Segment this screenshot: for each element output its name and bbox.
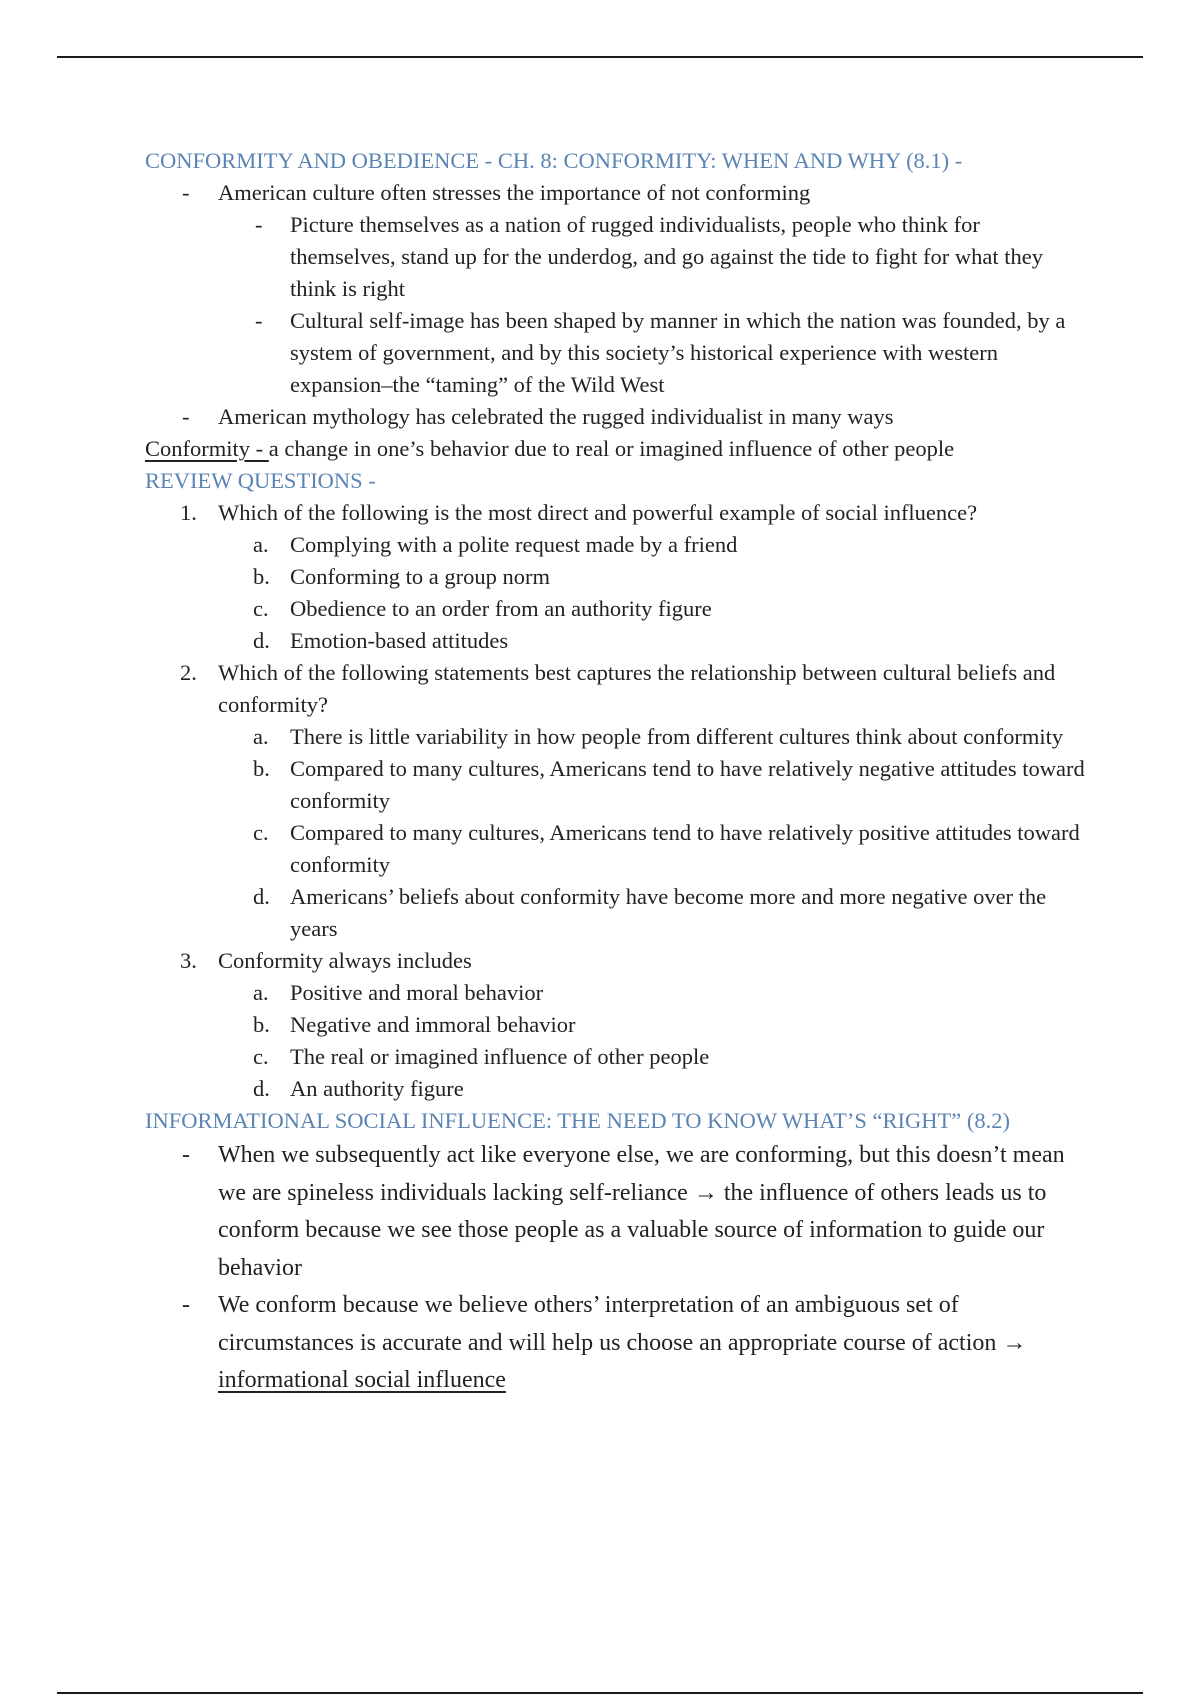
option-text: Compared to many cultures, Americans tend to have relatively positive attitudes toward conformity (290, 820, 1080, 877)
question-number: 2. (180, 660, 197, 685)
option-text: Positive and moral behavior (290, 980, 544, 1005)
dash-marker: - (182, 404, 190, 429)
option-letter: b. (253, 756, 270, 781)
review-questions-heading: REVIEW QUESTIONS - (145, 468, 376, 493)
question-text: Which of the following statements best captures the relationship between cultural beliefs and conformity? (218, 660, 1056, 717)
definition (145, 433, 1090, 465)
bullet-item (145, 401, 1090, 433)
option-letter: a. (253, 724, 269, 749)
option-text: Compared to many cultures, Americans tend to have relatively negative attitudes toward conformity (290, 756, 1085, 813)
definition-text: a change in one’s behavior due to real or imagined influence of other people (268, 436, 955, 461)
question-number: 3. (180, 948, 197, 973)
bullet-item (145, 177, 1090, 209)
option-text: Emotion-based attitudes (290, 628, 509, 653)
question-text: Which of the following is the most direct and powerful example of social influence? (218, 500, 978, 525)
option-text: Conforming to a group norm (290, 564, 550, 589)
sub-bullet-item (145, 305, 1090, 401)
answer-option (145, 1073, 1090, 1105)
dash-marker: - (182, 1292, 190, 1318)
bullet-item (145, 1287, 1090, 1400)
option-text: There is little variability in how people from different cultures think about conformity (290, 724, 1064, 749)
option-letter: c. (253, 820, 269, 845)
answer-option (145, 1009, 1090, 1041)
option-letter: d. (253, 628, 270, 653)
answer-option (145, 817, 1090, 881)
answer-option (145, 753, 1090, 817)
option-letter: b. (253, 1012, 270, 1037)
option-letter: b. (253, 564, 270, 589)
section-heading-conformity: CONFORMITY AND OBEDIENCE - CH. 8: CONFORMITY: WHEN AND WHY (8.1) - (145, 148, 963, 173)
dash-marker: - (255, 308, 263, 333)
bullet-text: We conform because we believe others’ interpretation of an ambiguous set of circumstances is accurate and will help us choose an appropriate course of action → (218, 1292, 1027, 1356)
option-text: Americans’ beliefs about conformity have become more and more negative over the years (290, 884, 1047, 941)
question-item (145, 945, 1090, 977)
answer-option (145, 529, 1090, 561)
section-heading-informational: INFORMATIONAL SOCIAL INFLUENCE: THE NEED TO KNOW WHAT’S “RIGHT” (8.2) (145, 1108, 1010, 1133)
dash-marker: - (182, 1142, 190, 1168)
bullet-text: When we subsequently act like everyone else, we are conforming, but this doesn’t mean we are spineless individuals lacking self-reliance → the influence of others leads us to conform because we see those people as a valuable source of information to guide our behavior (218, 1142, 1065, 1281)
option-letter: a. (253, 532, 269, 557)
bullet-text: American mythology has celebrated the rugged individualist in many ways (218, 404, 894, 429)
key-term: informational social influence (218, 1367, 506, 1393)
dash-marker: - (255, 212, 263, 237)
question-text: Conformity always includes (218, 948, 472, 973)
bullet-text: American culture often stresses the importance of not conforming (218, 180, 811, 205)
option-text: Obedience to an order from an authority figure (290, 596, 712, 621)
option-letter: c. (253, 1044, 269, 1069)
answer-option (145, 561, 1090, 593)
answer-option (145, 881, 1090, 945)
option-letter: d. (253, 1076, 270, 1101)
sub-bullet-text: Cultural self-image has been shaped by manner in which the nation was founded, by a system of government, and by this society’s historical experience with western expansion–the “taming” of the Wild West (290, 308, 1066, 397)
answer-option (145, 593, 1090, 625)
sub-bullet-item (145, 209, 1090, 305)
bullet-item (145, 1137, 1090, 1287)
answer-option (145, 625, 1090, 657)
question-item (145, 657, 1090, 721)
document-body (145, 145, 1090, 1400)
option-letter: d. (253, 884, 270, 909)
bottom-rule (57, 1692, 1143, 1694)
definition-term: Conformity - (145, 436, 269, 461)
question-item (145, 497, 1090, 529)
option-letter: a. (253, 980, 269, 1005)
option-text: Complying with a polite request made by a friend (290, 532, 738, 557)
option-letter: c. (253, 596, 269, 621)
answer-option (145, 977, 1090, 1009)
dash-marker: - (182, 180, 190, 205)
question-number: 1. (180, 500, 197, 525)
option-text: The real or imagined influence of other people (290, 1044, 710, 1069)
option-text: Negative and immoral behavior (290, 1012, 576, 1037)
top-rule (57, 56, 1143, 58)
answer-option (145, 1041, 1090, 1073)
sub-bullet-text: Picture themselves as a nation of rugged individualists, people who think for themselves, stand up for the underdog, and go against the tide to fight for what they think is right (290, 212, 1043, 301)
answer-option (145, 721, 1090, 753)
option-text: An authority figure (290, 1076, 464, 1101)
